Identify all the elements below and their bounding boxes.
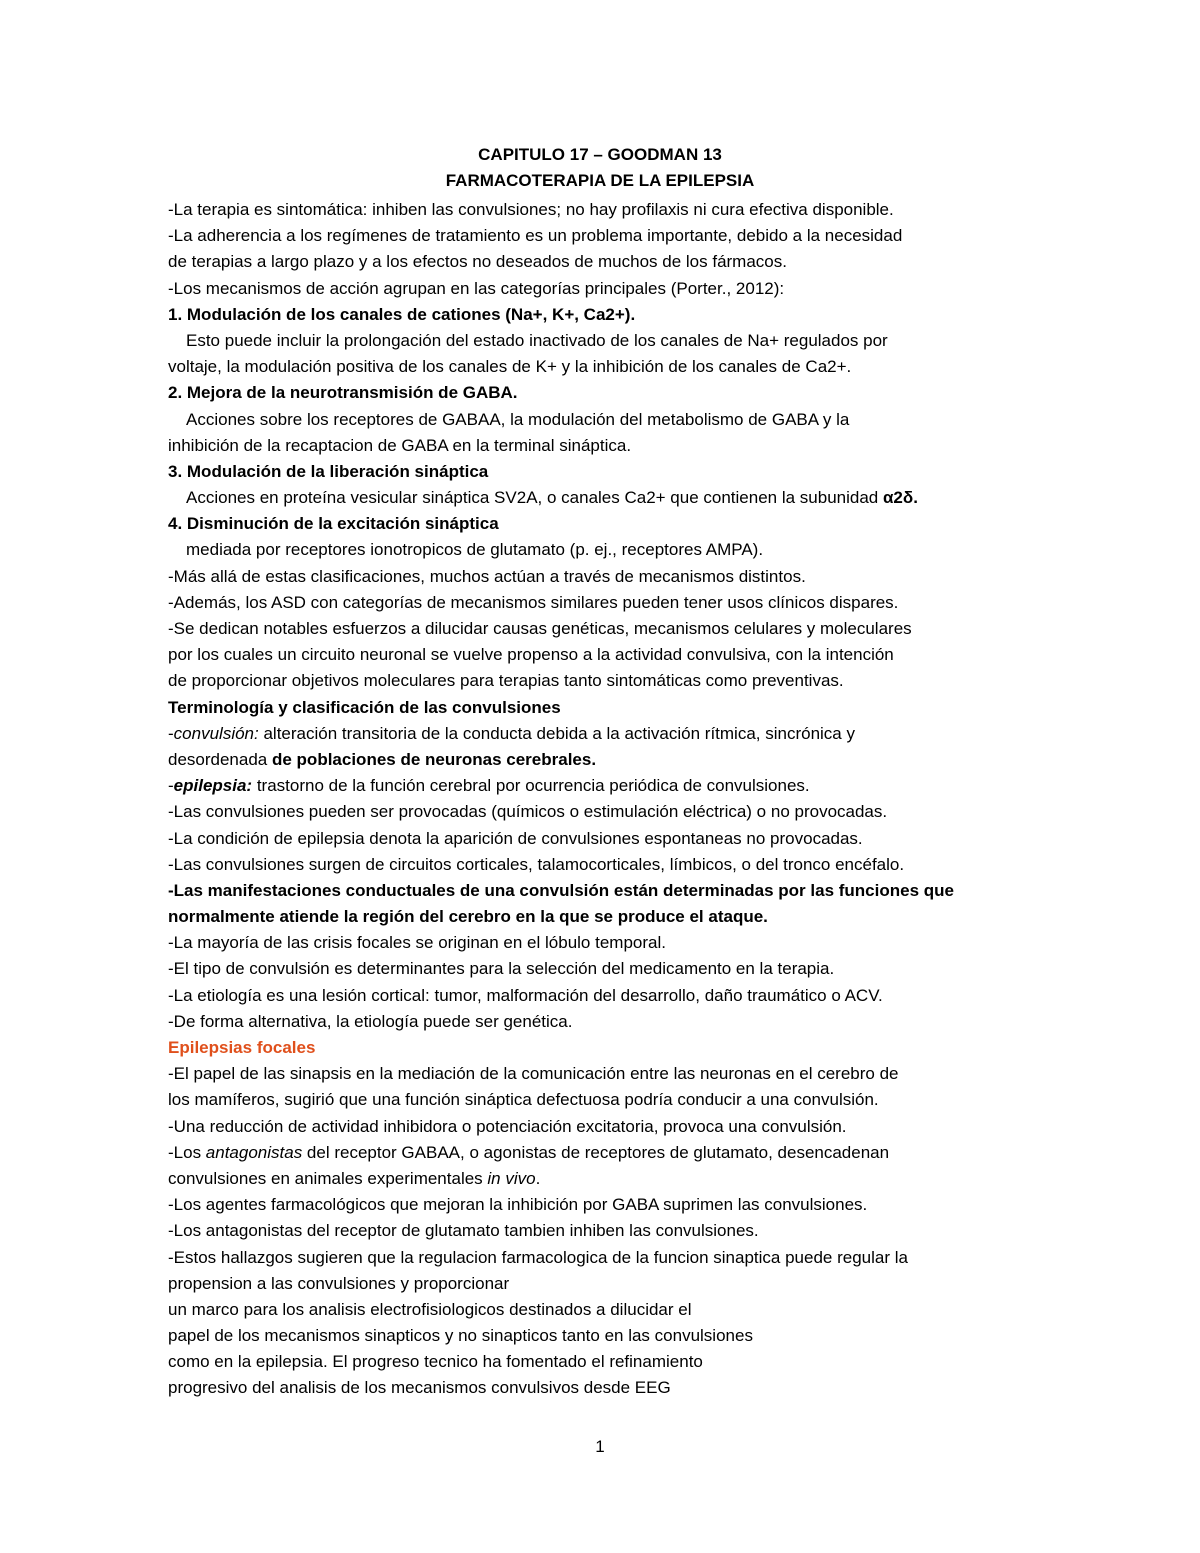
text-line: -Las manifestaciones conductuales de una convulsión están determinadas por las funciones que: [168, 880, 954, 900]
document-subtitle: FARMACOTERAPIA DE LA EPILEPSIA: [445, 171, 755, 190]
text-line: -Estos hallazgos sugieren que la regulacion farmacologica de la funcion sinaptica puede regular la: [168, 1247, 908, 1267]
text-line: Esto puede incluir la prolongación del estado inactivado de los canales de Na+ regulados por: [186, 330, 888, 350]
term-convulsion: convulsión:: [173, 723, 259, 743]
text-line: -Las convulsiones surgen de circuitos corticales, talamocorticales, límbicos, o del tronco encéfalo.: [168, 854, 905, 874]
text-line: [168, 1166, 1038, 1192]
text-span: .: [535, 1168, 541, 1188]
text-line: de proporcionar objetivos moleculares para terapias tanto sintomáticas como preventivas.: [168, 671, 844, 691]
text-line: [168, 747, 1038, 773]
text-line: -Más allá de estas clasificaciones, muchos actúan a través de mecanismos distintos.: [168, 566, 806, 586]
text-span: trastorno de la función cerebral por ocurrencia periódica de convulsiones.: [252, 776, 810, 796]
text-span: -Los: [168, 1142, 206, 1162]
text-line: un marco para los analisis electrofisiologicos destinados a dilucidar el: [168, 1299, 692, 1319]
document-title: CAPITULO 17 – GOODMAN 13: [478, 145, 722, 164]
text-span: alteración transitoria de la conducta debida a la activación rítmica, sincrónica y: [258, 723, 855, 743]
term-epilepsia: epilepsia:: [173, 776, 253, 796]
text-line: los mamíferos, sugirió que una función sináptica defectuosa podría conducir a una convulsión.: [168, 1090, 879, 1110]
title-block: [0, 142, 1200, 194]
text-line: -Los mecanismos de acción agrupan en las categorías principales (Porter., 2012):: [168, 278, 785, 298]
section-heading: Terminología y clasificación de las convulsiones: [168, 697, 561, 717]
text-span: convulsiones en animales experimentales: [168, 1168, 488, 1188]
text-line: normalmente atiende la región del cerebro en la que se produce el ataque.: [168, 907, 768, 927]
text-line: inhibición de la recaptacion de GABA en la terminal sináptica.: [168, 435, 632, 455]
text-line: [168, 773, 1038, 799]
text-line: -La mayoría de las crisis focales se originan en el lóbulo temporal.: [168, 933, 666, 953]
section-heading: 3. Modulación de la liberación sináptica: [168, 461, 489, 481]
italic-span: antagonistas: [205, 1142, 303, 1162]
text-span: del receptor GABAA, o agonistas de receptores de glutamato, desencadenan: [302, 1142, 890, 1162]
text-line: -Las convulsiones pueden ser provocadas (químicos o estimulación eléctrica) o no provocadas.: [168, 802, 888, 822]
text-line: -De forma alternativa, la etiología puede ser genética.: [168, 1011, 573, 1031]
text-span: Acciones en proteína vesicular sináptica SV2A, o canales Ca2+ que contienen la subunidad: [186, 488, 883, 508]
greek-subunit: α2δ.: [882, 488, 918, 508]
text-span: -: [168, 723, 174, 743]
section-heading: 1. Modulación de los canales de cationes (Na+, K+, Ca2+).: [168, 304, 636, 324]
page-number: 1: [595, 1437, 605, 1456]
text-line: -El papel de las sinapsis en la mediación de la comunicación entre las neuronas en el cerebro de: [168, 1064, 899, 1084]
section-heading: 2. Mejora de la neurotransmisión de GABA.: [168, 383, 518, 403]
text-line: -La terapia es sintomática: inhiben las convulsiones; no hay profilaxis ni cura efectiva disponible.: [168, 200, 894, 219]
text-line: por los cuales un circuito neuronal se vuelve propenso a la actividad convulsiva, con la intención: [168, 645, 894, 665]
text-line: -Los agentes farmacológicos que mejoran la inhibición por GABA suprimen las convulsiones.: [168, 1195, 868, 1215]
text-line: como en la epilepsia. El progreso tecnico ha fomentado el refinamiento: [168, 1352, 703, 1372]
section-heading-colored: Epilepsias focales: [168, 1038, 316, 1057]
text-span: -: [168, 776, 174, 796]
text-line: -Los antagonistas del receptor de glutamato tambien inhiben las convulsiones.: [168, 1221, 759, 1241]
section-heading: 4. Disminución de la excitación sináptica: [168, 514, 499, 534]
italic-span: in vivo: [487, 1168, 536, 1188]
text-line: -La condición de epilepsia denota la aparición de convulsiones espontaneas no provocadas.: [168, 828, 863, 848]
text-line: -Además, los ASD con categorías de mecanismos similares pueden tener usos clínicos dispares.: [168, 592, 899, 612]
text-line: [168, 1140, 1038, 1166]
document-body: [168, 197, 1038, 1402]
text-line: voltaje, la modulación positiva de los canales de K+ y la inhibición de los canales de Ca2+.: [168, 357, 852, 377]
bold-span: de poblaciones de neuronas cerebrales.: [271, 749, 597, 769]
text-line: papel de los mecanismos sinapticos y no sinapticos tanto en las convulsiones: [168, 1326, 753, 1346]
text-line: mediada por receptores ionotropicos de glutamato (p. ej., receptores AMPA).: [186, 540, 764, 560]
text-line: -Una reducción de actividad inhibidora o potenciación excitatoria, provoca una convulsión.: [168, 1116, 847, 1136]
text-line: -La adherencia a los regímenes de tratamiento es un problema importante, debido a la necesidad: [168, 226, 903, 246]
text-line: de terapias a largo plazo y a los efectos no deseados de muchos de los fármacos.: [168, 252, 787, 272]
text-line: -La etiología es una lesión cortical: tumor, malformación del desarrollo, daño traumático o ACV.: [168, 985, 883, 1005]
text-line: Acciones sobre los receptores de GABAA, la modulación del metabolismo de GABA y la: [186, 409, 850, 429]
text-line: [168, 485, 1038, 511]
text-line: progresivo del analisis de los mecanismos convulsivos desde EEG: [168, 1378, 671, 1398]
text-line: [168, 721, 1038, 747]
text-line: -El tipo de convulsión es determinantes para la selección del medicamento en la terapia.: [168, 959, 835, 979]
text-line: -Se dedican notables esfuerzos a dilucidar causas genéticas, mecanismos celulares y moleculares: [168, 619, 912, 638]
text-span: desordenada: [168, 749, 272, 769]
text-line: propension a las convulsiones y proporcionar: [168, 1273, 510, 1293]
